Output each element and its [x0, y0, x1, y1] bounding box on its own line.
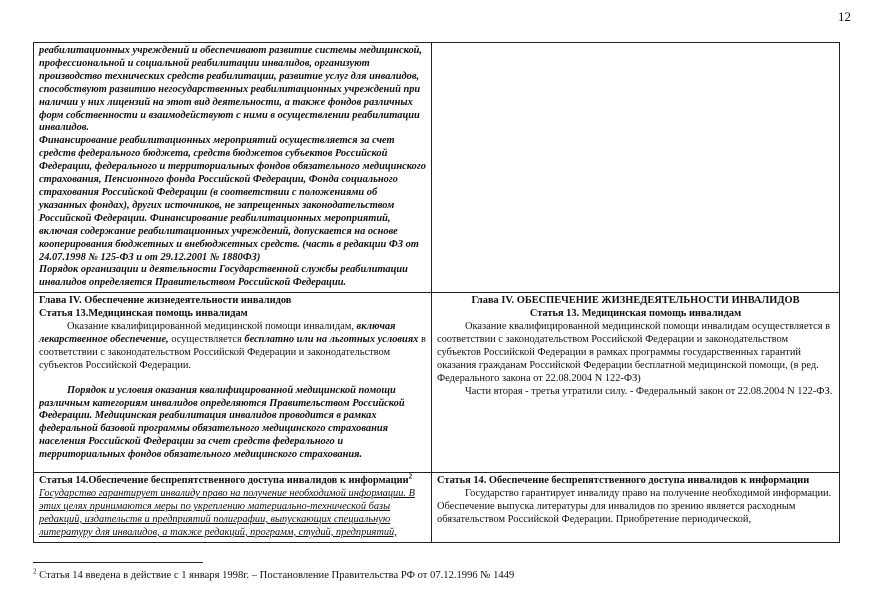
table-cell-left [34, 293, 432, 473]
paragraph: реабилитационных учреждений и обеспечивают развитие системы медицинской, профессиональной и социальной реабилитации инвалидов, организуют производство технических средств реабилитации, развитие услуг для инвалидов, способствуют развитию негосударственных реабилитационных учреждений при наличии у них лицензий на этот вид деятельности, а также фондов различных форм собственности и взаимодействуют с ними в осуществлении реабилитации инвалидов. [39, 45, 423, 134]
paragraph: Порядок организации и деятельности Государственной службы реабилитации инвалидов определяется Правительством Российской Федерации. [39, 264, 408, 289]
footnote-mark: 2 [33, 567, 37, 576]
paragraph: Части вторая - третья утратили силу. - Федеральный закон от 22.08.2004 N 122-ФЗ. [465, 385, 833, 397]
paragraph: Оказание квалифицированной медицинской помощи инвалидам, включая лекарственное обеспечение, осуществляется бесплатно или на льготных условиях в соответствии с законодательством Российской Федерации и законодательством субъектов Российской Федерации. [39, 321, 426, 371]
article-heading: Статья 14. Обеспечение беспрепятственного доступа инвалидов к информации [437, 475, 810, 487]
chapter-heading: Глава IV. Обеспечение жизнедеятельности инвалидов [39, 295, 292, 307]
article-heading: Статья 13.Медицинская помощь инвалидам [39, 308, 248, 320]
table-row [34, 473, 840, 543]
table-cell-right [432, 293, 840, 473]
paragraph: Государство гарантирует инвалиду право на получение необходимой информации. Обеспечение выпуска литературы для инвалидов по зрению является расходным обязательством Российской Федерации. Приобретение периодической, [437, 488, 832, 525]
paragraph: Государство гарантирует инвалиду право на получение необходимой информации. В этих целях принимаются меры по укреплению материально-технической базы редакций, издательств и предприятий полиграфии, выпускающих специальную литературу для инвалидов, а также редакций, программ, студий, предприятий, [39, 488, 415, 538]
table-cell-right [432, 43, 840, 293]
article-heading: Статья 14.Обеспечение беспрепятственного доступа инвалидов к информации$^2$ [39, 472, 413, 487]
chapter-heading: Глава IV. ОБЕСПЕЧЕНИЕ ЖИЗНЕДЕЯТЕЛЬНОСТИ ИНВАЛИДОВ [471, 295, 800, 307]
footnote: $^2$ Статья 14 введена в действие с 1 января 1998г. – Постановление Правительства РФ от 07.12.1996 № 1449 [33, 567, 515, 581]
paragraph: Оказание квалифицированной медицинской помощи инвалидам осуществляется в соответствии с законодательством Российской Федерации и законодательством субъектов Российской Федерации в рамках программы государственных гарантий оказания гражданам Российской Федерации бесплатной медицинской помощи, (в ред. Федерального закона от 22.08.2004 N 122-ФЗ) [437, 321, 831, 384]
footnote-mark: 2 [408, 472, 413, 481]
paragraph: Порядок и условия оказания квалифицированной медицинской помощи различным категориям инвалидов определяются Правительством Российской Федерации. Медицинская реабилитация инвалидов проводится в рамках федеральной базовой программы обязательного медицинского страхования населения Российской Федерации за счет средств федерального и территориальных фондов обязательного медицинского страхования. [39, 384, 405, 461]
table-cell-right [432, 473, 840, 543]
footnote-divider [33, 562, 203, 563]
paragraph: Финансирование реабилитационных мероприятий осуществляется за счет средств федерального бюджета, средств бюджетов субъектов Российской Федерации, федерального и территориальных фондов обязательного медицинского страхования, Пенсионного фонда Российской Федерации, Фонда социального страхования Российской Федерации (в соответствии с положениями об указанных фондах), других источников, не запрещенных законодательством Российской Федерации. Финансирование реабилитационных мероприятий, включая содержание реабилитационных учреждений, допускается на основе кооперирования бюджетных и внебюджетных средств. (часть в редакции ФЗ от 24.07.1998 № 125-ФЗ и от 29.12.2001 № 1880ФЗ) [39, 135, 426, 263]
article-heading: Статья 13. Медицинская помощь инвалидам [529, 308, 742, 320]
comparison-table [33, 42, 840, 543]
table-cell-left [34, 43, 432, 293]
page-number: 12 [838, 9, 851, 24]
table-row [34, 43, 840, 293]
table-cell-left [34, 473, 432, 543]
table-row [34, 293, 840, 473]
